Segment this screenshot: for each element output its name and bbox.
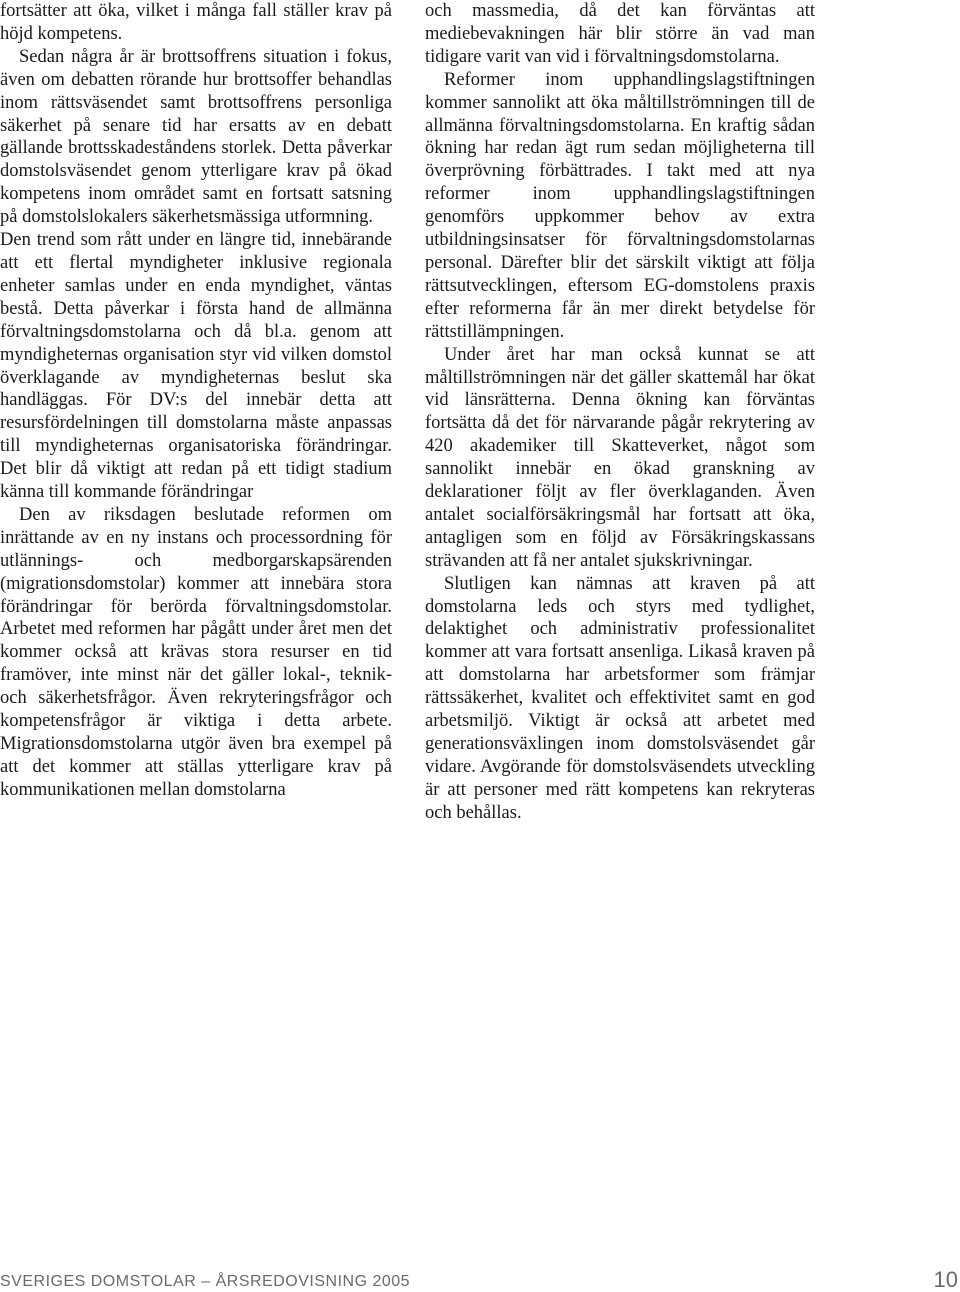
right-text-column	[425, 0, 815, 825]
paragraph: Den trend som rått under en längre tid, innebärande att ett flertal myndigheter inklusive regionala enheter samlas under en enda myndighet, väntas bestå. Detta påverkar i första hand de allmänna förvaltningsdomstolarna och då bl.a. genom att myndigheternas organisation styr vid vilken domstol överklagande av myndigheternas beslut ska handläggas. För DV:s del innebär detta att resursfördelningen till domstolarna måste anpassas till myndigheternas organisatoriska förändringar. Det blir då viktigt att redan på ett tidigt stadium känna till kommande förändringar	[0, 230, 392, 503]
paragraph: Under året har man också kunnat se att måltillströmningen när det gäller skattemål har ökat vid länsrätterna. Denna ökning kan förväntas fortsätta då det för närvarande pågår rekrytering av 420 akademiker till Skatteverket, något som sannolikt innebär en ökad granskning av deklarationer följt av fler överklaganden. Även antalet socialförsäkringsmål har fortsatt att öka, antagligen som en följd av Försäkringskassans strävanden att få ner antalet sjukskrivningar.	[425, 344, 815, 571]
paragraph: Slutligen kan nämnas att kraven på att domstolarna leds och styrs med tydlighet, delaktighet och administrativ professionalitet kommer att vara fortsatt ansenliga. Likaså kraven på att domstolarna har arbetsformer som främjar rättssäkerhet, kvalitet och effektivitet samt en god arbetsmiljö. Viktigt är också att arbetet med generationsväxlingen inom domstolsväsendet går vidare. Avgörande för domstolsväsendets utveckling är att personer med rätt kompetens kan rekryteras och behållas.	[425, 573, 815, 823]
page-number: 10	[933, 1267, 958, 1292]
left-text-column	[0, 0, 392, 802]
paragraph: Reformer inom upphandlingslagstiftningen kommer sannolikt att öka måltillströmningen till de allmänna förvaltningsdomstolarna. En kraftig sådan ökning har redan ägt rum sedan möjligheterna till överprövning förbättrades. I takt med att nya reformer inom upphandlingslagstiftningen genomförs uppkommer behov av extra utbildningsinsatser för förvaltningsdomstolarnas personal. Därefter blir det särskilt viktigt att följa rättsutvecklingen, eftersom EG-domstolens praxis efter reformerna får än mer direkt betydelse för rättstillämpningen.	[425, 69, 815, 342]
paragraph: och massmedia, då det kan förväntas att mediebevakningen här blir större än vad man tidigare varit van vid i förvaltningsdomstolarna.	[425, 1, 815, 67]
running-title: SVERIGES DOMSTOLAR – ÅRSREDOVISNING 2005	[0, 1273, 411, 1290]
paragraph: fortsätter att öka, vilket i många fall ställer krav på höjd kompetens.	[0, 1, 392, 44]
paragraph: Sedan några år är brottsoffrens situation i fokus, även om debatten rörande hur brottsoffer behandlas inom rättsväsendet samt brottsoffrens personliga säkerhet på senare tid har ersatts av en debatt gällande brottsskadeståndens storlek. Detta påverkar domstolsväsendet genom ytterligare krav på ökad kompetens inom området samt en fortsatt satsning på domstolslokalers säkerhetsmässiga utformning.	[0, 46, 392, 228]
paragraph: Den av riksdagen beslutade reformen om inrättande av en ny instans och processordning för utlännings- och medborgarskapsärenden (migrationsdomstolar) kommer att innebära stora förändringar för berörda förvaltningsdomstolar. Arbetet med reformen har pågått under året men det kommer också att krävas stora resurser en tid framöver, inte minst när det gäller lokal-, teknik- och säkerhetsfrågor. Även rekryteringsfrågor och kompetensfrågor är viktiga i detta arbete. Migrationsdomstolarna utgör även bra exempel på att det kommer att ställas ytterligare krav på kommunikationen mellan domstolarna	[0, 504, 392, 800]
